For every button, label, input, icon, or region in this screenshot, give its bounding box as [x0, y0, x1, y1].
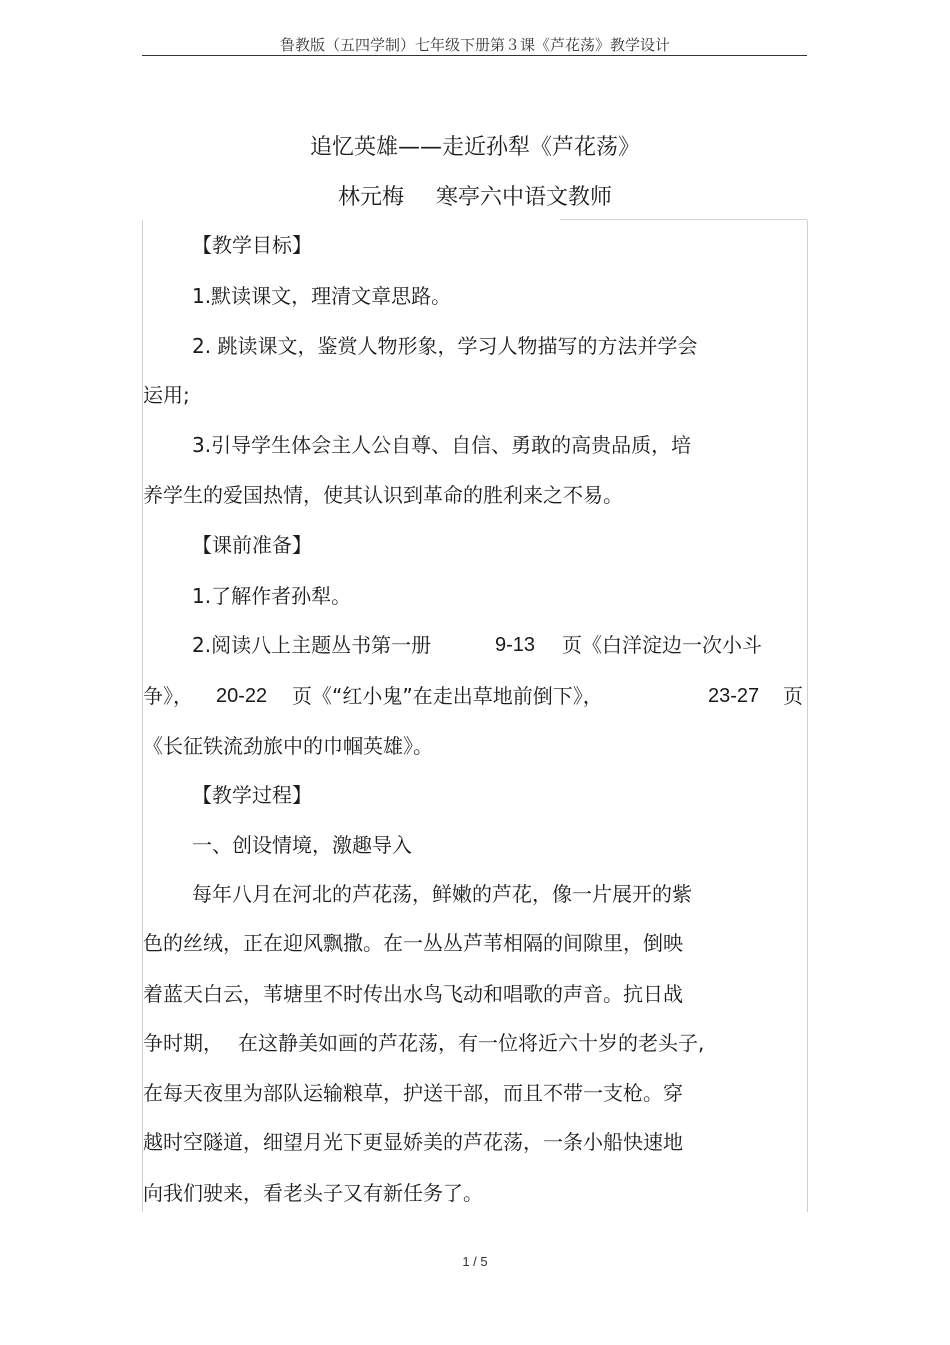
process-section-1-title: 一、创设情境，激趣导入: [192, 833, 412, 857]
objective-item-3-line-1: 3.引导学生体会主人公自尊、自信、勇敢的高贵品质，培: [192, 433, 692, 457]
process-paragraph-line-3: 着蓝天白云，苇塘里不时传出水鸟飞动和唱歌的声音。抗日战: [143, 982, 683, 1006]
objective-item-2-line-1: 2. 跳读课文，鉴赏人物形象，学习人物描写的方法并学会: [192, 334, 698, 358]
running-header: 鲁教版（五四学制）七年级下册第３课《芦花荡》教学设计: [279, 36, 670, 54]
process-paragraph-line-4b: 在这静美如画的芦花荡，有一位将近六十岁的老头子,: [238, 1031, 705, 1055]
objective-item-2-line-2: 运用;: [143, 383, 190, 407]
preparation-item-2-pages-2: 20-22: [216, 685, 268, 707]
preparation-item-2-part-h: 页: [783, 684, 803, 708]
process-paragraph-line-1: 每年八月在河北的芦花荡，鲜嫩的芦花，像一片展开的紫: [192, 882, 692, 906]
preparation-item-1: 1.了解作者孙犁。: [192, 584, 352, 608]
preparation-item-2-pages-3: 23-27: [708, 685, 760, 707]
process-paragraph-line-5: 在每天夜里为部队运输粮草，护送干部，而且不带一支枪。穿: [143, 1081, 683, 1105]
objectives-heading: 【教学目标】: [192, 233, 312, 257]
process-paragraph-line-6: 越时空隧道，细望月光下更显娇美的芦花荡，一条小船快速地: [143, 1130, 683, 1154]
text-frame-left: [142, 220, 143, 1212]
byline: [0, 180, 950, 211]
preparation-item-2-part-a: 2.阅读八上主题丛书第一册: [192, 633, 432, 657]
process-paragraph-line-4a: 争时期，: [143, 1031, 223, 1055]
objective-item-3-line-2: 养学生的爱国热情，使其认识到革命的胜利来之不易。: [143, 483, 623, 507]
document-title: 追忆英雄——走近孙犁《芦花荡》: [309, 135, 640, 160]
process-paragraph-line-2: 色的丝绒，正在迎风飘撒。在一丛丛芦苇相隔的间隙里，倒映: [143, 931, 683, 955]
text-frame-top: [560, 219, 807, 220]
text-frame-right: [807, 220, 808, 1212]
objective-item-1: 1.默读课文，理清文章思路。: [192, 284, 452, 308]
page-number: 1 / 5: [462, 1254, 488, 1269]
author-name: 林元梅: [337, 185, 404, 210]
preparation-item-2-part-d: 争》，: [143, 684, 193, 708]
header-rule: [142, 55, 807, 56]
preparation-item-2-pages-1: 9-13: [495, 634, 536, 656]
process-heading: 【教学过程】: [192, 783, 312, 807]
preparation-heading: 【课前准备】: [192, 533, 312, 557]
preparation-item-2-part-i: 《长征铁流劲旅中的巾帼英雄》。: [143, 734, 433, 758]
preparation-item-2-part-f: 页《“红小鬼”在走出草地前倒下》，: [292, 684, 603, 708]
process-paragraph-line-7: 向我们驶来，看老头子又有新任务了。: [143, 1181, 483, 1205]
preparation-item-2-part-c: 页《白洋淀边一次小斗: [562, 633, 762, 657]
author-affiliation: 寒亭六中语文教师: [436, 185, 613, 210]
